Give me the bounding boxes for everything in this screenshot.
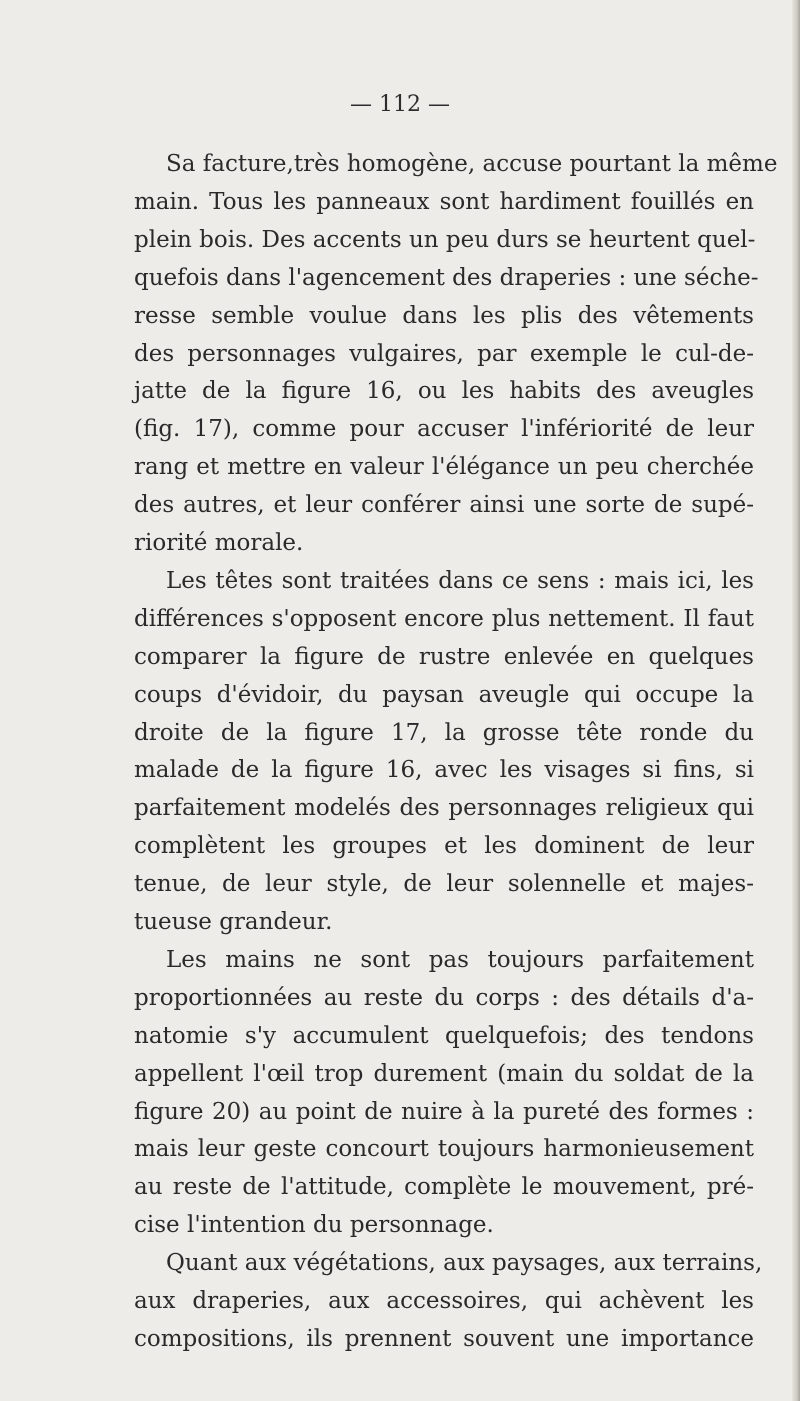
text-line: resse semble voulue dans les plis des vêtements xyxy=(134,302,754,329)
page-edge xyxy=(792,0,800,1401)
text-line: comparer la figure de rustre enlevée en quelques xyxy=(134,643,754,670)
text-line: coups d'évidoir, du paysan aveugle qui occupe la xyxy=(134,681,754,708)
text-line: rang et mettre en valeur l'élégance un peu cherchée xyxy=(134,454,754,481)
text-line: proportionnées au reste du corps : des détails d'a- xyxy=(134,984,754,1011)
text-line: Les têtes sont traitées dans ce sens : mais ici, les xyxy=(166,567,754,594)
text-line: cise l'intention du personnage. xyxy=(134,1212,494,1239)
text-line: compositions, ils prennent souvent une importance xyxy=(134,1325,754,1352)
text-line: jatte de la figure 16, ou les habits des aveugles xyxy=(134,378,754,405)
text-line: différences s'opposent encore plus nettement. Il faut xyxy=(134,605,754,632)
page-number: — 112 — xyxy=(350,92,450,117)
text-line: droite de la figure 17, la grosse tête ronde du xyxy=(134,719,754,746)
text-line: Les mains ne sont pas toujours parfaitement xyxy=(166,946,754,973)
text-line: natomie s'y accumulent quelquefois; des tendons xyxy=(134,1022,754,1049)
text-line: parfaitement modelés des personnages religieux qui xyxy=(134,795,754,822)
text-line: riorité morale. xyxy=(134,530,304,556)
text-line: au reste de l'attitude, complète le mouvement, pré- xyxy=(134,1174,754,1201)
text-line: (fig. 17), comme pour accuser l'infériorité de leur xyxy=(134,416,754,443)
text-line: figure 20) au point de nuire à la pureté des formes : xyxy=(134,1098,754,1125)
text-line: main. Tous les panneaux sont hardiment fouillés en xyxy=(134,188,754,215)
text-line: quefois dans l'agencement des draperies : une séche- xyxy=(134,264,759,291)
text-line: des autres, et leur conférer ainsi une sorte de supé- xyxy=(134,492,754,519)
text-line: tenue, de leur style, de leur solennelle et majes- xyxy=(134,871,754,898)
text-line: tueuse grandeur. xyxy=(134,909,333,935)
text-line: mais leur geste concourt toujours harmonieusement xyxy=(134,1136,754,1163)
text-line: Sa facture,très homogène, accuse pourtant la même xyxy=(166,151,778,177)
text-line: des personnages vulgaires, par exemple le cul-de- xyxy=(134,340,754,367)
text-line: plein bois. Des accents un peu durs se heurtent quel- xyxy=(134,226,756,253)
text-line: aux draperies, aux accessoires, qui achèvent les xyxy=(134,1288,754,1314)
text-line: malade de la figure 16, avec les visages si fins, si xyxy=(134,757,754,784)
text-line: Quant aux végétations, aux paysages, aux terrains, xyxy=(166,1250,763,1277)
text-line: appellent l'œil trop durement (main du soldat de la xyxy=(134,1060,754,1087)
text-line: complètent les groupes et les dominent de leur xyxy=(134,833,754,860)
